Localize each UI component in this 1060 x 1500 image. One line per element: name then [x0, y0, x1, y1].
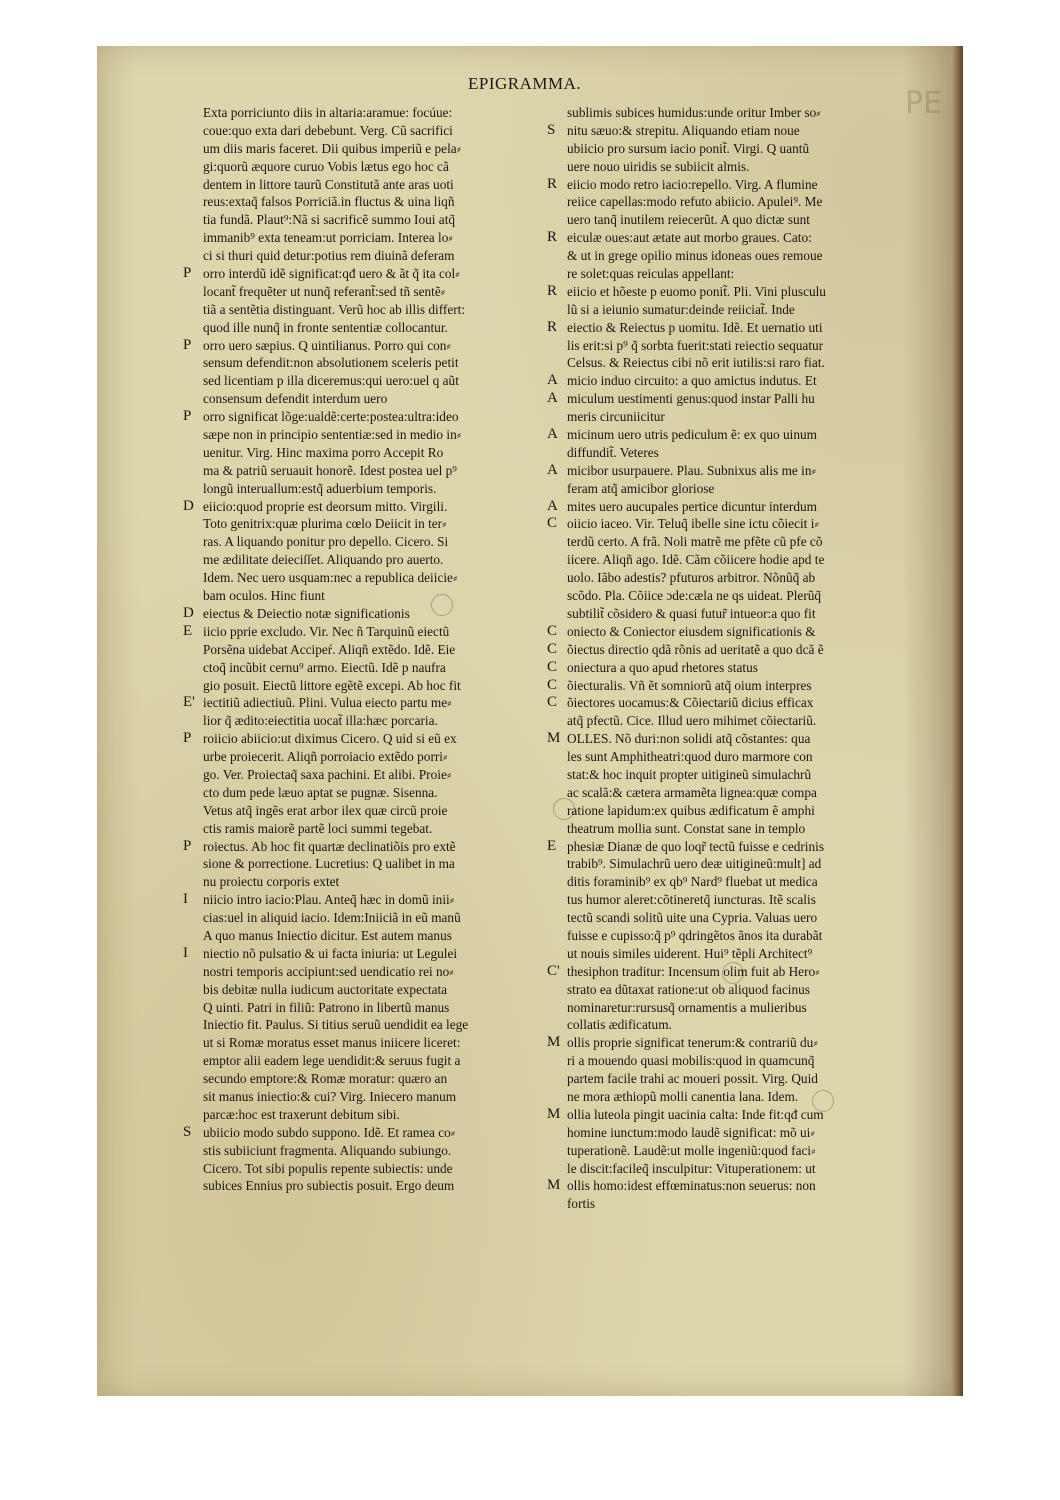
line-text: oiicio iaceo. Vir. Teluq̃ ibelle sine ictu cõiecit i⸗	[567, 516, 819, 532]
text-line	[547, 444, 919, 462]
line-text: scõdo. Pla. Cõiice ɔde:cæla ne qs uideat. Plerũq̃	[567, 588, 822, 604]
text-line	[547, 283, 919, 301]
line-text: Vetus atq̃ ingẽs erat arbor ilex quæ circũ proie	[203, 802, 448, 818]
line-text: le discit:facileq̃ insculpitur: Vituperationem: ut	[567, 1160, 816, 1176]
initial-letter-guide: M	[547, 1034, 561, 1051]
line-text: tia fundã. Plaut⁹:Nã si sacrificẽ summo Ioui atq̃	[203, 212, 456, 228]
line-text: phesiæ Dianæ de quo loqr̃ tectũ fuisse e cedrinis	[567, 838, 825, 854]
line-text: coue:quo exta dari debebunt. Verg. Cũ sacrifici	[203, 122, 453, 138]
text-line	[547, 623, 919, 641]
line-text: lis erit:si p⁹ q̃ sorbta fuerit:stati reiectio sequatur	[567, 337, 824, 353]
line-text: roiicio abiicio:ut diximus Cicero. Q uid si eũ ex	[203, 731, 457, 747]
line-text: Q uinti. Patri in filiũ: Patrono in libertũ manus	[203, 999, 450, 1015]
initial-letter-guide: A	[547, 390, 558, 407]
line-text: ollis homo:idest effœminatus:non seuerus: non	[567, 1178, 816, 1194]
line-text: partem facile trahi ac moueri possit. Virg. Quid	[567, 1071, 818, 1087]
line-text: Toto genitrix:quæ plurima cœlo Deiicit in ter⸗	[203, 516, 447, 532]
initial-letter-guide: M	[547, 730, 561, 747]
line-text: cto dum pede læuo aptat se pugnæ. Sisenna.	[203, 784, 438, 800]
text-line	[547, 641, 919, 659]
text-line	[547, 515, 919, 533]
line-text: reiice capellas:modo refuto abiicio. Apulei⁹. Me	[567, 194, 823, 210]
line-text: ras. A liquando ponitur pro depello. Cicero. Si	[203, 534, 449, 550]
text-line	[547, 712, 919, 730]
text-line	[547, 247, 919, 265]
line-text: uenitur. Virg. Hinc maxima porro Accepit Ro	[203, 444, 444, 460]
initial-letter-guide: P	[183, 336, 192, 353]
line-text: ac scalã:& cætera armamẽta lignea:quæ compa	[567, 784, 817, 800]
initial-letter-guide: E'	[183, 694, 195, 711]
text-line	[183, 1070, 543, 1088]
line-text: locant̃ frequẽter ut nunq̃ referant̃:sed tñ sentẽ⸗	[203, 283, 446, 299]
line-text: thesiphon traditur: Incensum olim fuit ab Hero⸗	[567, 963, 820, 979]
text-line	[183, 659, 543, 677]
text-line	[183, 229, 543, 247]
initial-letter-guide: E	[183, 622, 193, 639]
initial-letter-guide: P	[183, 730, 192, 747]
text-line	[183, 891, 543, 909]
line-text: cias:uel in aliquid iacio. Idem:Iniiciã in eũ manũ	[203, 910, 461, 926]
text-line	[547, 677, 919, 695]
text-line	[183, 211, 543, 229]
page-header: EPIGRAMMA.	[468, 74, 582, 93]
text-line	[547, 1088, 919, 1106]
line-text: feram atq̃ amicibor gloriose	[567, 480, 715, 496]
line-text: um diis maris faceret. Dii quibus imperiũ e pela⸗	[203, 140, 462, 156]
right-text-column	[547, 104, 919, 1213]
text-line	[183, 140, 543, 158]
line-text: parcæ:hoc est traxerunt debitum sibi.	[203, 1106, 400, 1122]
text-line	[547, 354, 919, 372]
text-line	[183, 1177, 543, 1195]
line-text: stis subiiciunt fragmenta. Aliquando subiungo.	[203, 1142, 452, 1158]
text-line	[183, 1142, 543, 1160]
text-line	[183, 945, 543, 963]
line-text: gi:quorũ æquore curuo Vobis lætus ego hoc cã	[203, 158, 449, 174]
line-text: quod ille nunq̃ in fronte sententiæ collocantur.	[203, 319, 448, 335]
text-line	[183, 677, 543, 695]
line-text: sensum defendit:non absolutionem sceleris petit	[203, 355, 459, 371]
line-text: ubiicio pro sursum iacio ponit̃. Virgi. Q uantũ	[567, 140, 810, 156]
initial-letter-guide: R	[547, 175, 558, 192]
text-line	[183, 909, 543, 927]
text-line	[183, 337, 543, 355]
line-text: stat:& hoc inquit propter uitigineũ simulachrũ	[567, 766, 812, 782]
line-text: terdũ certo. A frã. Noli matrẽ me pfẽte cũ pfe cõ	[567, 534, 823, 550]
line-text: ratione lapidum:ex quibus ædificatum ẽ amphi	[567, 802, 815, 818]
initial-letter-guide: P	[183, 837, 192, 854]
line-text: roiectus. Ab hoc fit quartæ declinatiõis pro extẽ	[203, 838, 456, 854]
initial-letter-guide: P	[183, 408, 192, 425]
text-line	[547, 1016, 919, 1034]
initial-letter-guide: D	[183, 604, 194, 621]
text-line	[183, 319, 543, 337]
text-line	[183, 1160, 543, 1178]
line-text: strato ea dũtaxat ratione:ut ob aliquod facinus	[567, 981, 810, 997]
text-line	[183, 408, 543, 426]
line-text: eiculæ oues:aut ætate aut morbo graues. Cato:	[567, 230, 812, 246]
line-text: meris circuniicitur	[567, 409, 665, 425]
text-line	[183, 802, 543, 820]
text-line	[547, 963, 919, 981]
text-line	[183, 247, 543, 265]
line-text: iicere. Aliqñ ago. Idẽ. Cãm cõiicere hodie apd te	[567, 552, 825, 568]
text-line	[547, 265, 919, 283]
line-text: niectio nõ pulsatio & ui facta iniuria: ut Legulei	[203, 945, 458, 961]
line-text: ut si Romæ moratus esset manus iniicere liceret:	[203, 1035, 461, 1051]
line-text: ctoq̃ incũbit cernu⁹ armo. Eiectũ. Idẽ p naufra	[203, 659, 446, 675]
line-text: miculum uestimenti genus:quod instar Palli hu	[567, 391, 815, 407]
line-text: fuisse e cupisso:q̃ p⁹ qdringẽtos ãnos ita durabãt	[567, 927, 823, 943]
line-text: ri a mouendo quasi mobilis:quod in quamcunq̃	[567, 1053, 815, 1069]
line-text: micinum uero utris pediculum ẽ: ex quo uinum	[567, 427, 818, 443]
line-text: diffundit̃. Veteres	[567, 444, 659, 460]
line-text: ctis ramis maiorẽ partẽ loci summi tegebat.	[203, 820, 433, 836]
text-line	[183, 176, 543, 194]
line-text: A quo manus Iniectio dicitur. Est autem manus	[203, 927, 452, 943]
line-text: ne mora æthiopũ molli canentia lana. Idem.	[567, 1088, 799, 1104]
line-text: oniectura a quo apud rhetores status	[567, 659, 758, 675]
text-line	[547, 319, 919, 337]
line-text: eiectus & Deiectio notæ significationis	[203, 605, 410, 621]
text-line	[547, 659, 919, 677]
line-text: gio posuit. Eiectũ littore egẽtẽ excepi. Ab hoc fit	[203, 677, 461, 693]
initial-letter-guide: C	[547, 640, 558, 657]
text-line	[183, 748, 543, 766]
text-line	[547, 605, 919, 623]
text-line	[547, 1070, 919, 1088]
line-text: Exta porriciunto diis in altaria:aramue: focúue:	[203, 105, 453, 120]
text-line	[547, 694, 919, 712]
text-line	[547, 748, 919, 766]
line-text: atq̃ pfectũ. Cice. Illud uero mihimet cõiectariũ.	[567, 713, 817, 729]
text-line	[547, 229, 919, 247]
text-line	[547, 426, 919, 444]
text-line	[183, 444, 543, 462]
line-text: trabib⁹. Simulachrũ uero deæ uitigineũ:mult] ad	[567, 856, 822, 872]
line-text: consensum defendit interdum uero	[203, 391, 388, 407]
text-line	[547, 551, 919, 569]
line-text: oniecto & Coniector eiusdem significationis &	[567, 623, 816, 639]
line-text: orro uero sæpius. Q uintilianus. Porro qui con⸗	[203, 337, 451, 353]
line-text: ditis foraminib⁹ ex qb⁹ Nard⁹ fluebat ut medica	[567, 874, 818, 890]
text-line	[547, 820, 919, 838]
text-line	[183, 981, 543, 999]
page-edge-binding	[951, 46, 963, 1396]
line-text: nitu sæuo:& strepitu. Aliquando etiam noue	[567, 122, 800, 138]
line-text: bam oculos. Hinc fiunt	[203, 588, 325, 604]
line-text: õiectores uocamus:& Cõiectariũ dicius efficax	[567, 695, 814, 711]
text-line	[183, 265, 543, 283]
line-text: me ædilitate deieciſſet. Aliquando pro auerto.	[203, 552, 444, 568]
text-line	[183, 641, 543, 659]
initial-letter-guide: A	[547, 461, 558, 478]
text-line	[183, 462, 543, 480]
initial-letter-guide: A	[547, 372, 558, 389]
text-line	[183, 122, 543, 140]
text-line	[183, 533, 543, 551]
text-line	[547, 193, 919, 211]
line-text: bis debitæ nulla iudicum auctoritate expectata	[203, 981, 448, 997]
text-line	[547, 408, 919, 426]
text-line	[547, 104, 919, 122]
text-line	[183, 623, 543, 641]
initial-letter-guide: C	[547, 622, 558, 639]
line-text: uero tanq̃ inutilem reiecerũt. A quo dictæ sunt	[567, 212, 810, 228]
line-text: niicio intro iacio:Plau. Anteq̃ hæc in domũ inii⸗	[203, 892, 455, 908]
line-text: nominaretur:rursusq̃ ornamentis a mulieribus	[567, 999, 807, 1015]
text-line	[183, 784, 543, 802]
text-line	[547, 158, 919, 176]
text-line	[183, 569, 543, 587]
text-line	[547, 1177, 919, 1195]
text-line	[183, 766, 543, 784]
text-line	[547, 1160, 919, 1178]
line-text: micio induo circuito: a quo amictus indutus. Et	[567, 373, 817, 389]
text-line	[547, 981, 919, 999]
line-text: ubiicio modo subdo suppono. Idẽ. Et ramea co⸗	[203, 1124, 456, 1140]
text-line	[547, 891, 919, 909]
line-text: mites uero aucupales pertice dicuntur interdum	[567, 498, 817, 514]
initial-letter-guide: C	[547, 694, 558, 711]
text-line	[547, 390, 919, 408]
line-text: ollia luteola pingit uacinia calta: Inde fit:qđ cum	[567, 1106, 824, 1122]
text-line	[547, 1034, 919, 1052]
initial-letter-guide: I	[183, 944, 188, 961]
text-line	[183, 283, 543, 301]
line-text: tuperationẽ. Laudẽ:ut molle ingeniũ:quod faci⸗	[567, 1142, 816, 1158]
line-text: eiicio modo retro iacio:repello. Virg. A flumine	[567, 176, 818, 192]
text-line	[547, 462, 919, 480]
text-line	[183, 158, 543, 176]
line-text: Celsus. & Reiectus cibi nõ erit iutilis:si raro fiat.	[567, 355, 825, 371]
initial-letter-guide: R	[547, 318, 558, 335]
line-text: iicio pprie excludo. Vir. Nec ñ Tarquinũ eiectũ	[203, 623, 450, 639]
text-line	[547, 337, 919, 355]
text-line	[183, 551, 543, 569]
text-line	[547, 211, 919, 229]
text-line	[183, 426, 543, 444]
text-line	[547, 1052, 919, 1070]
initial-letter-guide: C	[547, 658, 558, 675]
text-line	[183, 498, 543, 516]
text-line	[547, 587, 919, 605]
text-line	[183, 354, 543, 372]
line-text: ma & patriũ seruauit honorẽ. Idest postea uel p⁹	[203, 462, 457, 478]
line-text: Idem. Nec uero usquam:nec a republica deiicie⸗	[203, 570, 458, 586]
text-line	[183, 605, 543, 623]
text-line	[547, 140, 919, 158]
line-text: orro interdũ idẽ significat:qđ uero & ãt q̃ ita col⸗	[203, 266, 460, 282]
line-text: go. Ver. Proiectaq̃ saxa pachini. Et alibi. Proie⸗	[203, 766, 452, 782]
line-text: ut nouis similes uiderent. Hui⁹ tẽpli Architect⁹	[567, 945, 813, 961]
initial-letter-guide: A	[547, 497, 558, 514]
line-text: eiicio:quod proprie est deorsum mitto. Virgili.	[203, 498, 448, 514]
line-text: & ut in grege opilio minus idoneas oues remoue	[567, 248, 823, 264]
text-line	[547, 909, 919, 927]
initial-letter-guide: P	[183, 265, 192, 282]
initial-letter-guide: M	[547, 1177, 561, 1194]
text-line	[547, 372, 919, 390]
line-text: homine iunctum:modo laudẽ significat: mõ ui⸗	[567, 1124, 815, 1140]
left-text-column	[183, 104, 543, 1195]
initial-letter-guide: R	[547, 229, 558, 246]
initial-letter-guide: M	[547, 1105, 561, 1122]
line-text: lũ si a ieiunio sumatur:deinde reiiciat̃. Inde	[567, 301, 795, 317]
text-line	[183, 587, 543, 605]
line-text: tiã a sentẽtia distinguant. Verũ hoc ab illis differt:	[203, 301, 466, 317]
text-line	[183, 855, 543, 873]
line-text: orro significat lõge:ualdẽ:certe:postea:ultra:ideo	[203, 409, 459, 425]
line-text: sed licentiam p illa diceremus:qui uero:uel q aũt	[203, 373, 459, 389]
line-text: eiectio & Reiectus p uomitu. Idẽ. Et uernatio uti	[567, 319, 823, 335]
line-text: theatrum mollia sunt. Constat sane in templo	[567, 820, 806, 836]
line-text: sæpe non in principio sententiæ:sed in medio in⸗	[203, 427, 462, 443]
line-text: tectũ scandi solitũ uite una Cypria. Valuas uero	[567, 910, 818, 926]
initial-letter-guide: R	[547, 282, 558, 299]
line-text: urbe proiecerit. Aliqñ porroiacio extẽdo porri⸗	[203, 749, 448, 765]
text-line	[547, 1195, 919, 1213]
initial-letter-guide: C	[547, 515, 558, 532]
line-text: longũ interuallum:estq̃ aduerbium temporis.	[203, 480, 437, 496]
text-line	[183, 1016, 543, 1034]
text-line	[547, 945, 919, 963]
line-text: micibor usurpauere. Plau. Subnixus alis me in⸗	[567, 462, 816, 478]
text-line	[183, 1088, 543, 1106]
initial-letter-guide: S	[183, 1123, 192, 1140]
text-line	[547, 927, 919, 945]
text-line	[547, 802, 919, 820]
line-text: subtilit̃ cõsidero & quasi futur̃ intueor:a quo fit	[567, 605, 816, 621]
initial-letter-guide: I	[183, 891, 188, 908]
text-line	[183, 820, 543, 838]
text-line	[183, 1034, 543, 1052]
initial-letter-guide: E	[547, 837, 557, 854]
initial-letter-guide: A	[547, 426, 558, 443]
text-line	[183, 712, 543, 730]
line-text: sione & porrectione. Lucretius: Q ualibet in ma	[203, 856, 455, 872]
text-line	[547, 301, 919, 319]
text-line	[183, 694, 543, 712]
text-line	[547, 176, 919, 194]
show-through-text: PE	[905, 86, 943, 121]
line-text: Cicero. Tot sibi populis repente subiectis: unde	[203, 1160, 453, 1176]
initial-letter-guide: C	[547, 676, 558, 693]
line-text: lior q̃ ædito:eiectitia uocat̃ illa:hæc porcaria.	[203, 713, 438, 729]
line-text: reus:extaq̃ falsos Porriciã.in fluctus & uina liqñ	[203, 194, 455, 210]
text-line	[547, 533, 919, 551]
line-text: eiicio et hõeste p euomo ponit̃. Pli. Vini plusculu	[567, 283, 826, 299]
text-line	[183, 873, 543, 891]
text-line	[547, 498, 919, 516]
text-line	[183, 390, 543, 408]
line-text: õiecturalis. Vñ ẽt somniorũ atq̃ oium interpres	[567, 677, 812, 693]
initial-letter-guide: S	[547, 121, 556, 138]
text-line	[183, 372, 543, 390]
text-line	[183, 999, 543, 1017]
initial-letter-guide: C'	[547, 962, 560, 979]
line-text: nu proiectu corporis extet	[203, 874, 340, 890]
text-line	[183, 515, 543, 533]
line-text: subices Ennius pro subiectis posuit. Ergo deum	[203, 1178, 455, 1194]
text-line	[547, 838, 919, 856]
line-text: nostri temporis accipiunt:sed uendicatio rei no⸗	[203, 963, 454, 979]
text-line	[547, 999, 919, 1017]
text-line	[547, 784, 919, 802]
text-line	[183, 480, 543, 498]
text-line	[183, 193, 543, 211]
line-text: emptor alii eadem lege uendidit:& seruus fugit a	[203, 1053, 461, 1069]
line-text: dentem in littore taurũ Constitutã ante aras uoti	[203, 176, 454, 192]
text-line	[547, 1124, 919, 1142]
line-text: Porsẽna uidebat Accipeŕ. Aliqñ extẽdo. Idẽ. Eie	[203, 641, 456, 657]
line-text: Iniectio fit. Paulus. Si titius seruũ uendidit ea lege	[203, 1017, 469, 1033]
line-text: iectitiũ adiectiuũ. Plini. Vulua eiecto partu me⸗	[203, 695, 452, 711]
line-text: uere nouo uiridis se subiicit almis.	[567, 158, 750, 174]
text-line	[183, 730, 543, 748]
line-text: immanib⁹ exta teneam:ut porriciam. Interea lo⸗	[203, 230, 453, 246]
text-line	[183, 838, 543, 856]
line-text: re solet:quas reiculas appellant:	[567, 266, 735, 282]
line-text: uolo. Iãbo adestis? pfuturos arbitror. Nõnũq̃ ab	[567, 570, 816, 586]
line-text: tus humor aleret:cõtineretq̃ iuncturas. Itẽ scalis	[567, 892, 816, 908]
text-line	[547, 855, 919, 873]
text-line	[183, 927, 543, 945]
line-text: ollis proprie significat tenerum:& contrariũ du⸗	[567, 1035, 818, 1051]
line-text: collatis ædificatum.	[567, 1017, 672, 1033]
line-text: ci si thuri quid detur:potius rem diuinã deferam	[203, 248, 455, 264]
text-line	[547, 730, 919, 748]
text-line	[183, 1052, 543, 1070]
line-text: fortis	[567, 1196, 596, 1212]
text-line	[183, 963, 543, 981]
text-line	[547, 569, 919, 587]
text-line	[183, 301, 543, 319]
text-line	[183, 104, 543, 122]
line-text: õiectus directio qdã rõnis ad ueritatẽ a quo dcã ẽ	[567, 641, 824, 657]
text-line	[547, 1142, 919, 1160]
text-line	[547, 1106, 919, 1124]
text-line	[547, 873, 919, 891]
text-line	[183, 1124, 543, 1142]
text-line	[547, 122, 919, 140]
line-text: les sunt Amphitheatri:quod duro marmore con	[567, 749, 813, 765]
text-line	[547, 766, 919, 784]
text-line	[183, 1106, 543, 1124]
line-text: sit manus iniectio:& cui? Virg. Iniecero manum	[203, 1088, 457, 1104]
line-text: sublimis subices humidus:unde oritur Imber so⸗	[567, 105, 821, 120]
line-text: OLLES. Nõ duri:non solidi atq̃ cõstantes: qua	[567, 731, 811, 747]
line-text: secundo emptore:& Romæ moratur: quæro an	[203, 1071, 448, 1087]
text-line	[547, 480, 919, 498]
initial-letter-guide: D	[183, 497, 194, 514]
